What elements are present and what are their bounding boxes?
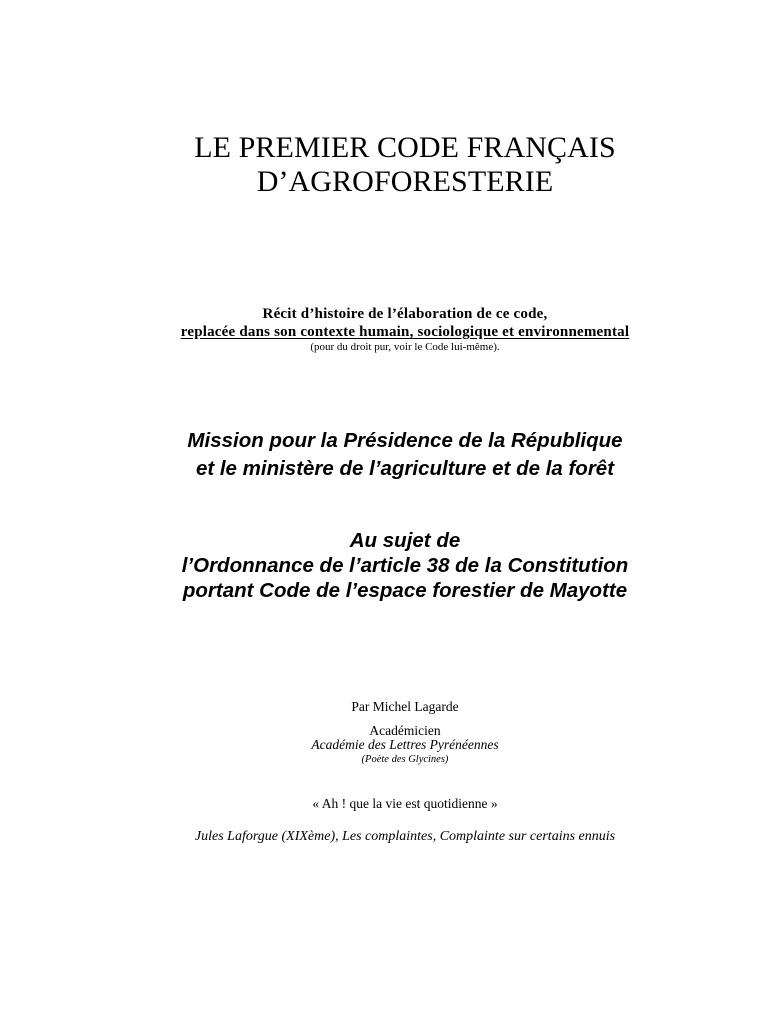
subtitle-line-2-text: replacée dans son contexte humain, sociologique et environnemental (180, 324, 630, 340)
subtitle-note: (pour du droit pur, voir le Code lui-même). (310, 341, 500, 353)
author-role: Académicien (369, 723, 441, 738)
document-title-line-2: D’AGROFORESTERIE (256, 165, 554, 198)
subject-line-2: l’Ordonnance de l’article 38 de la Constitution (181, 554, 629, 577)
document-title-line-1: LE PREMIER CODE FRANÇAIS (194, 131, 616, 164)
author-byline: Par Michel Lagarde (351, 699, 459, 714)
epigraph-quote: « Ah ! que la vie est quotidienne » (312, 796, 498, 811)
subtitle-line-2 (40, 323, 770, 341)
subject-line-1: Au sujet de (349, 529, 461, 552)
subject-line-3: portant Code de l’espace forestier de Mayotte (182, 579, 628, 602)
mission-line-1: Mission pour la Présidence de la République (187, 429, 623, 452)
subtitle-line-1: Récit d’histoire de l’élaboration de ce code, (262, 306, 548, 322)
mission-line-2: et le ministère de l’agriculture et de la forêt (195, 457, 615, 480)
author-epithet: (Poète des Glycines) (361, 754, 449, 765)
author-academy: Académie des Lettres Pyrénéennes (311, 737, 499, 752)
epigraph-attribution: Jules Laforgue (XIXème), Les complaintes, Complainte sur certains ennuis (194, 829, 616, 844)
